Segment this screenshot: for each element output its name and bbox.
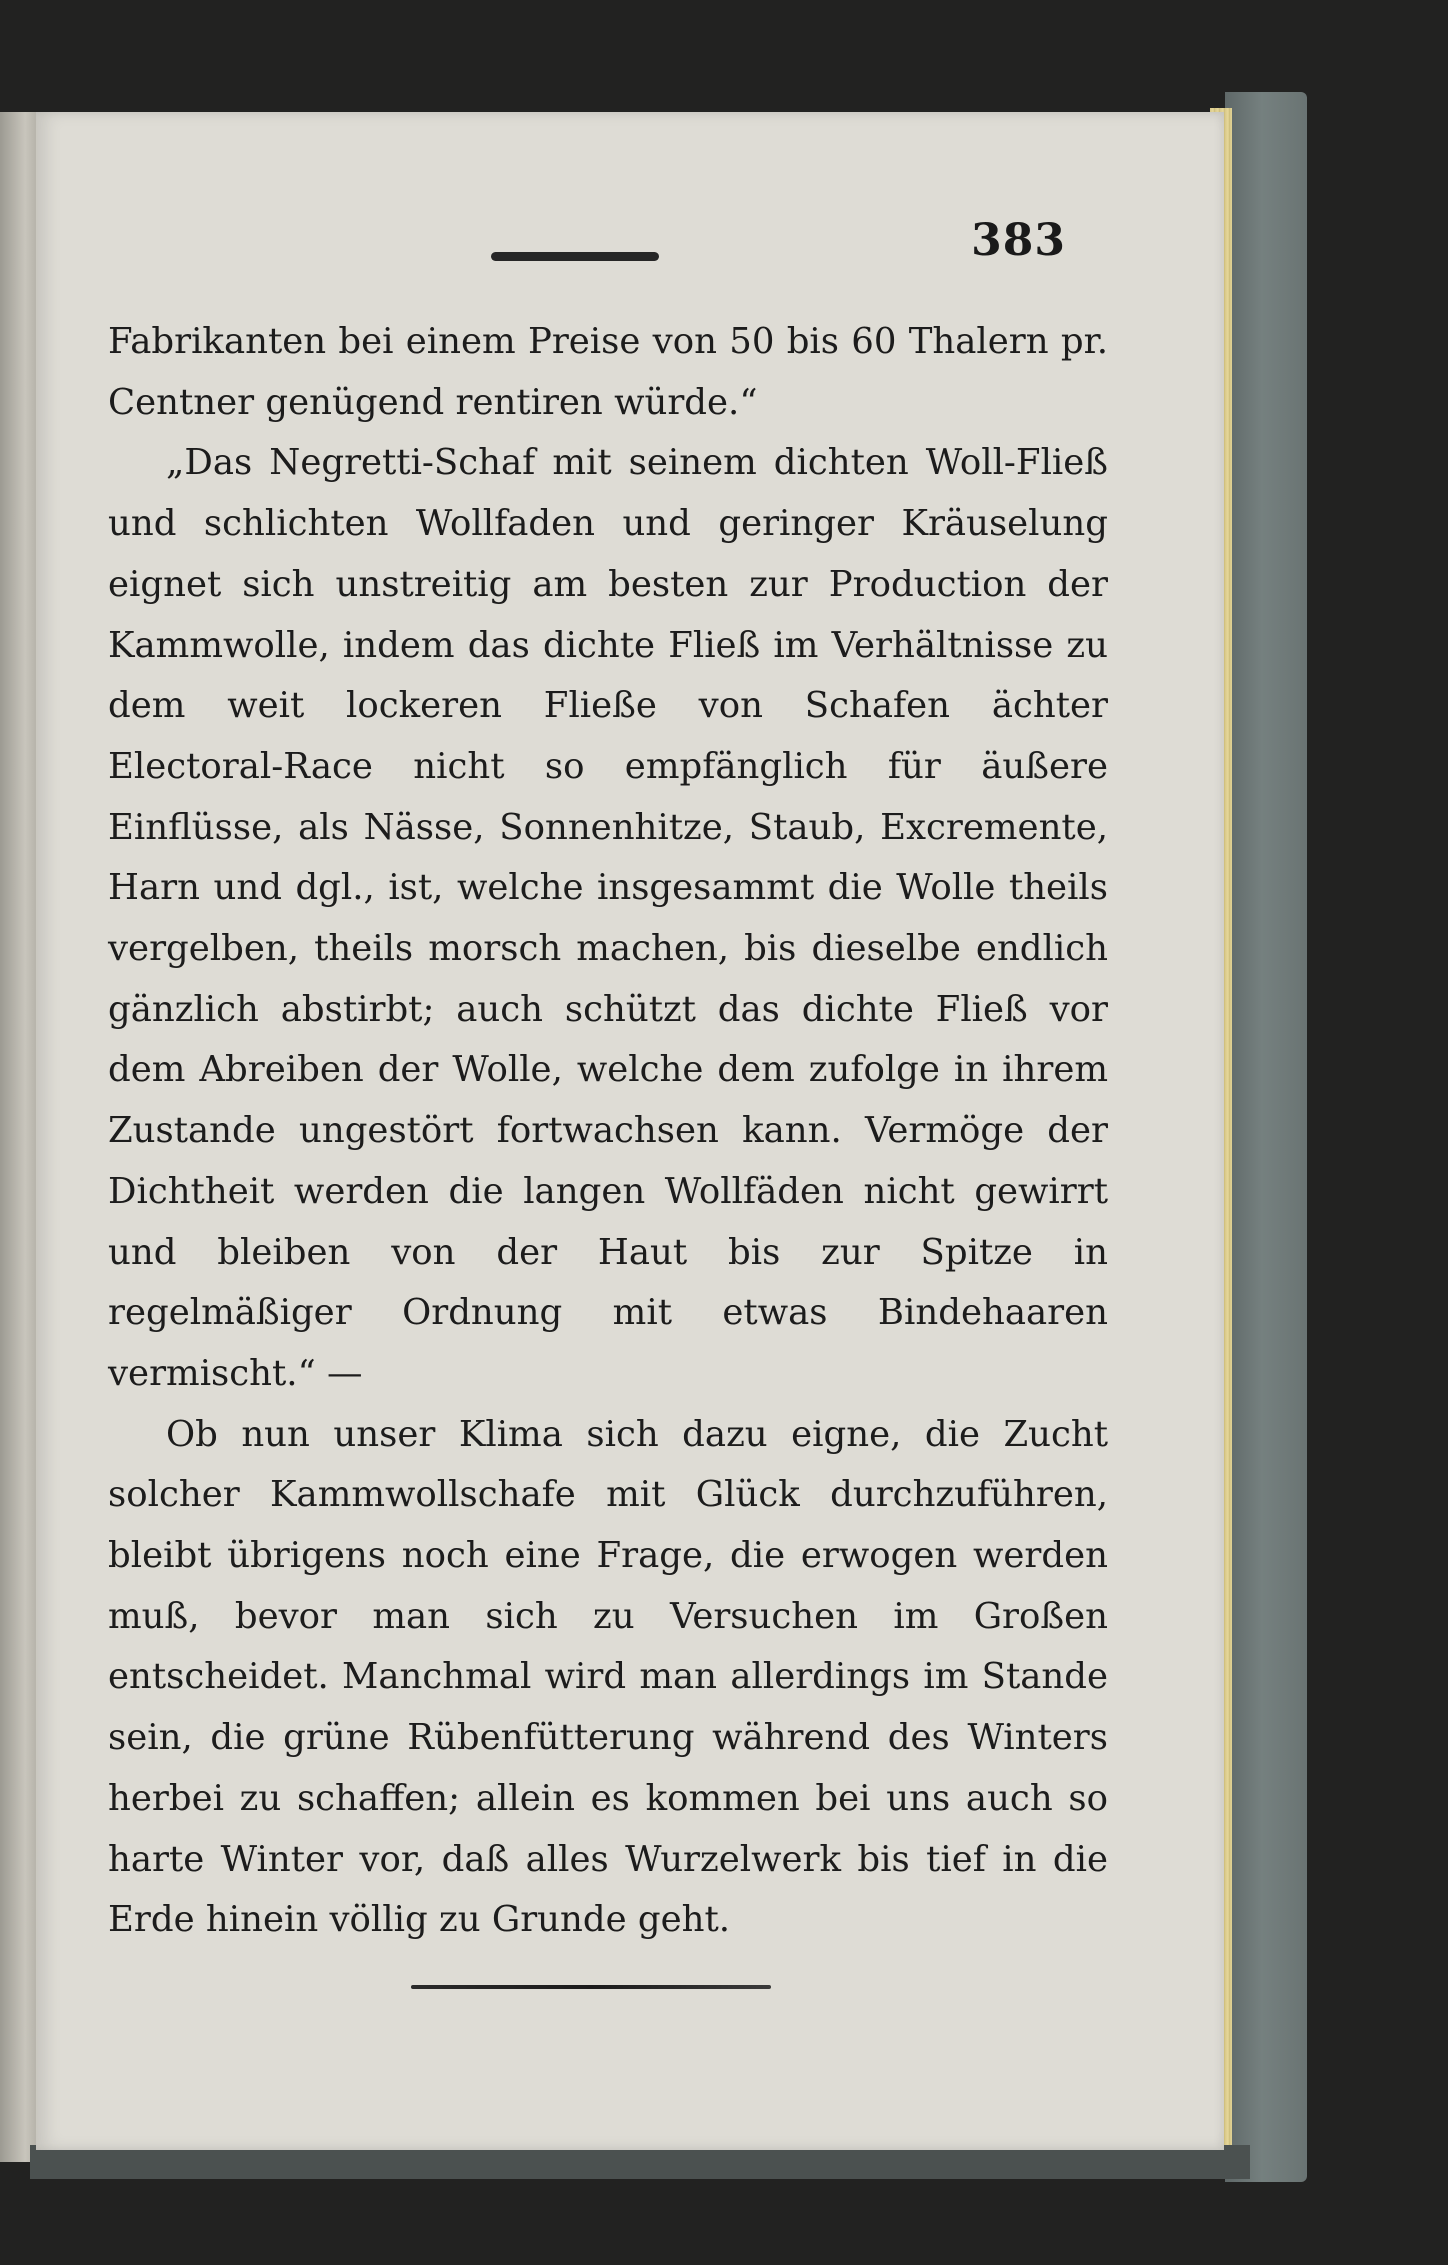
header-ornament-rule bbox=[491, 252, 659, 261]
paragraph-continuation: Fabrikanten bei einem Preise von 50 bis 60 Thalern pr. Centner genügend rentiren würde.“ bbox=[108, 321, 1108, 423]
book-cover-board bbox=[1225, 92, 1307, 2182]
page-number: 383 bbox=[971, 215, 1066, 266]
facing-page-edge bbox=[0, 112, 36, 2162]
page-body-text bbox=[108, 312, 1108, 1951]
cover-bottom-edge bbox=[30, 2145, 1250, 2179]
book-page bbox=[36, 112, 1224, 2150]
footer-ornament-rule bbox=[411, 1985, 771, 1989]
paragraph-quote: „Das Negretti-Schaf mit seinem dichten Woll-Fließ und schlichten Wollfaden und geringer Kräuselung eignet sich unstreitig am besten zur Production der Kammwolle, indem das dichte Fließ im Verhältnisse zu dem weit lockeren Fließe von Schafen ächter Electoral-Race nicht so empfänglich für äußere Einflüsse, als Nässe, Sonnenhitze, Staub, Excremente, Harn und dgl., ist, welche insgesammt die Wolle theils vergelben, theils morsch machen, bis dieselbe endlich gänzlich abstirbt; auch schützt das dichte Fließ vor dem Abreiben der Wolle, welche dem zufolge in ihrem Zustande ungestört fortwachsen kann. Vermöge der Dichtheit werden die langen Wollfäden nicht gewirrt und bleiben von der Haut bis zur Spitze in regelmäßiger Ordnung mit etwas Bindehaaren vermischt.“ — bbox=[108, 442, 1108, 1394]
paragraph-closing: Ob nun unser Klima sich dazu eigne, die Zucht solcher Kammwollschafe mit Glück durchzuführen, bleibt übrigens noch eine Frage, die erwogen werden muß, bevor man sich zu Versuchen im Großen entscheidet. Manchmal wird man allerdings im Stande sein, die grüne Rübenfütterung während des Winters herbei zu schaffen; allein es kommen bei uns auch so harte Winter vor, daß alles Wurzelwerk bis tief in die Erde hinein völlig zu Grunde geht. bbox=[108, 1413, 1108, 1941]
